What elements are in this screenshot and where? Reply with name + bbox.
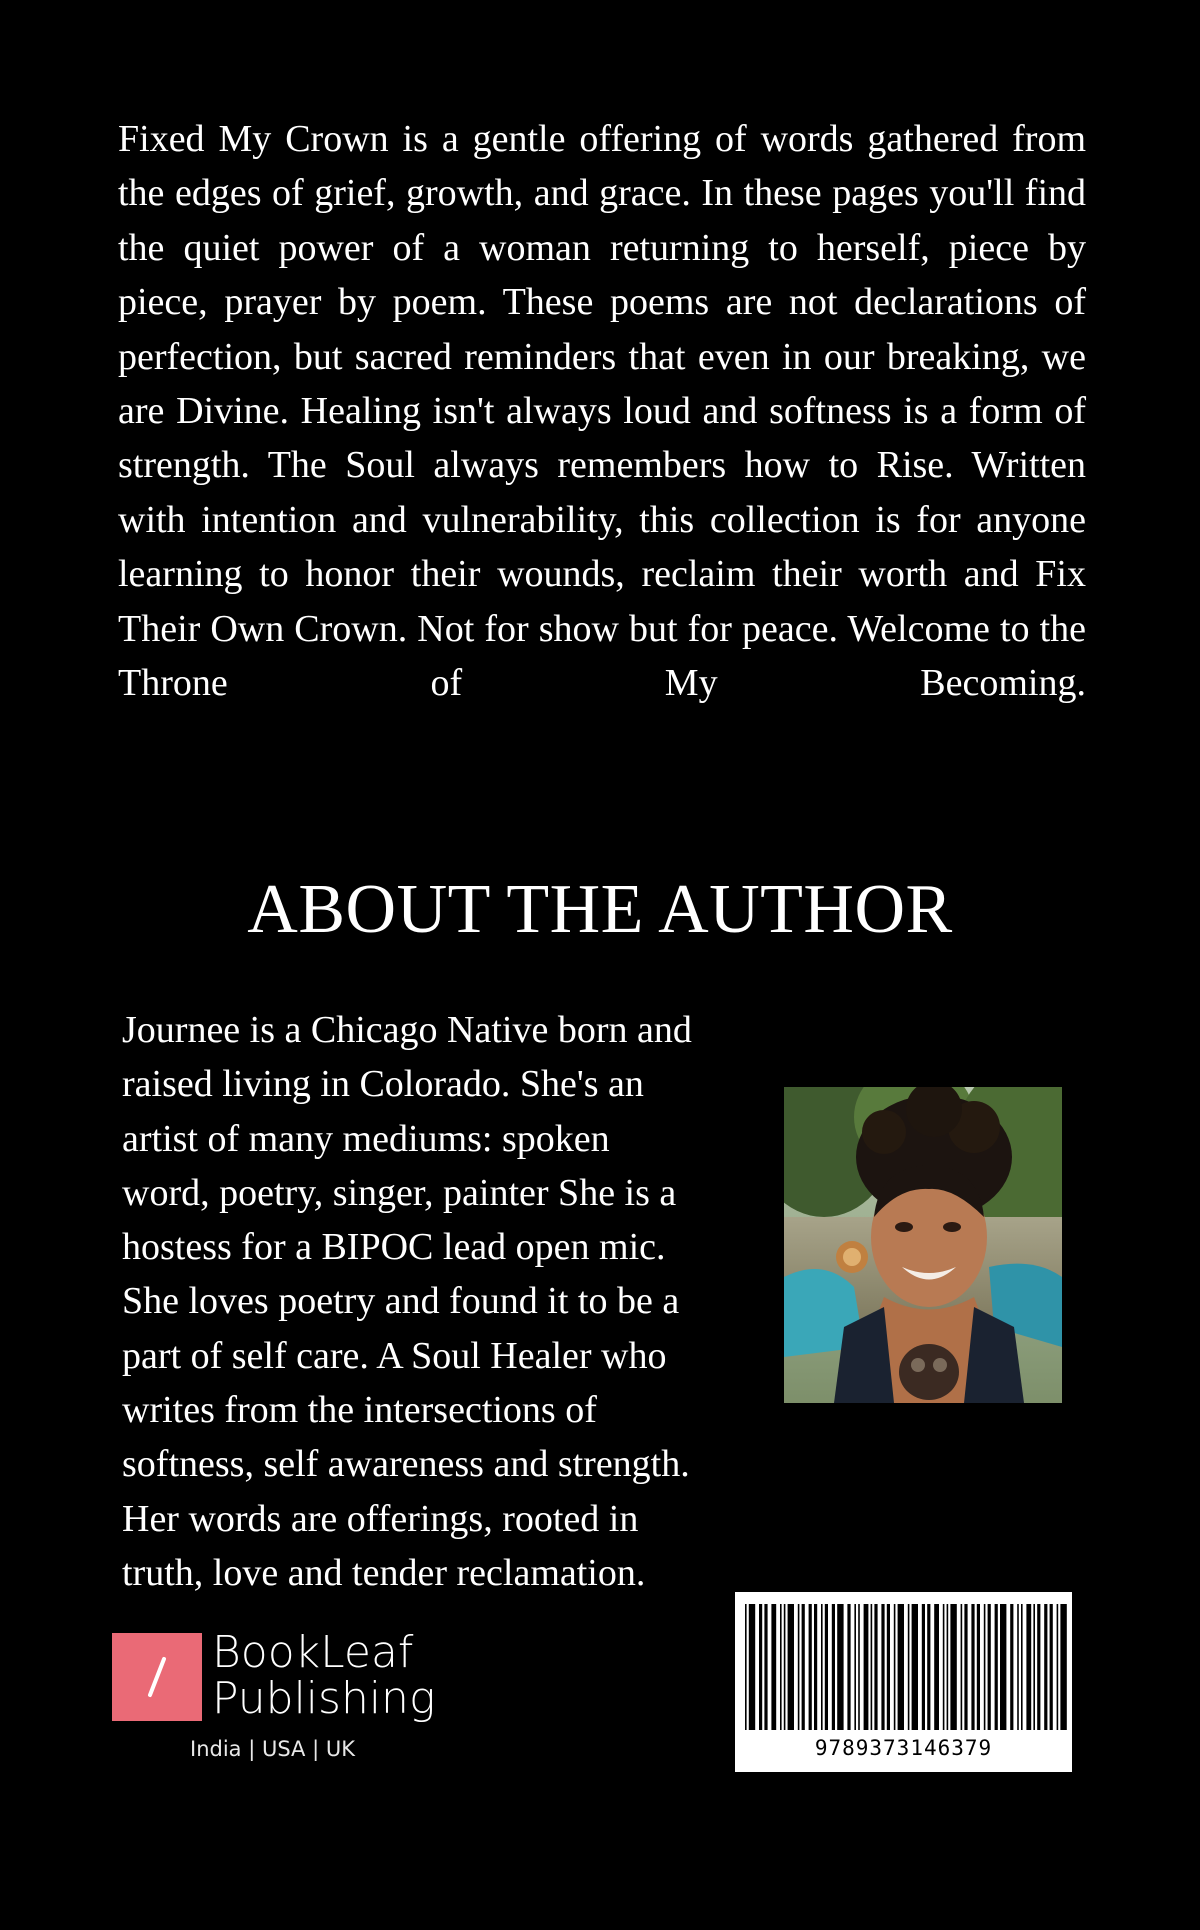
isbn-barcode <box>735 1592 1072 1772</box>
barcode-bar <box>977 1604 980 1730</box>
bio-line: She loves poetry and found it to be a <box>122 1280 680 1323</box>
barcode-bar <box>745 1604 747 1730</box>
publisher-logo <box>112 1627 512 1770</box>
barcode-bar <box>871 1604 873 1730</box>
barcode-bar <box>1044 1604 1047 1730</box>
barcode-bar <box>837 1604 843 1730</box>
barcode-bar <box>894 1604 896 1730</box>
publisher-name <box>212 1627 436 1724</box>
barcode-bar <box>788 1604 794 1730</box>
barcode-bar <box>1017 1604 1019 1730</box>
barcode-bar <box>947 1604 949 1730</box>
barcode-bar <box>858 1604 860 1730</box>
barcode-bar <box>1000 1604 1006 1730</box>
author-photo <box>784 1087 1062 1403</box>
barcode-bar <box>749 1604 755 1730</box>
barcode-bar <box>943 1604 945 1730</box>
barcode-bar <box>988 1604 991 1730</box>
barcode-bar <box>1050 1604 1053 1730</box>
barcode-bar <box>1010 1604 1013 1730</box>
barcode-bar <box>881 1604 884 1730</box>
barcode-bar <box>922 1604 925 1730</box>
slash-icon <box>112 1633 202 1721</box>
barcode-bar <box>934 1604 939 1730</box>
barcode-bar <box>1033 1604 1035 1730</box>
barcode-bar <box>1026 1604 1031 1730</box>
barcode-bar <box>1060 1604 1066 1730</box>
barcode-bar <box>847 1604 850 1730</box>
bio-line: truth, love and tender reclamation. <box>122 1551 646 1594</box>
barcode-bar <box>832 1604 835 1730</box>
bio-line: Journee is a Chicago Native born and <box>122 1009 692 1051</box>
bio-line: word, poetry, singer, painter She is a <box>122 1171 677 1214</box>
barcode-bar <box>802 1604 805 1730</box>
barcode-bar <box>1021 1604 1023 1730</box>
barcode-bar <box>912 1604 918 1730</box>
back-cover-blurb: Fixed My Crown is a gentle offering of words gathered from the edges of grief, growth, and grace. In these pages you'll find the quiet power of a woman returning to herself, piece by piece, prayer by poem. These poems are not declarations of perfection, but sacred reminders that even in our breaking, we are Divine. Healing isn't always loud and softness is a form of strength. The Soul always remembers how to Rise. Written with intention and vulnerability, this collection is for anyone learning to honor their wounds, reclaim their worth and Fix Their Own Crown. Not for show but for peace. Welcome to the Throne of My Becoming. <box>118 118 1086 705</box>
bio-line: softness, self awareness and strength. <box>122 1443 690 1486</box>
barcode-bar <box>961 1604 963 1730</box>
barcode-bar <box>780 1604 782 1730</box>
barcode-bar <box>927 1604 930 1730</box>
isbn-number: 9789373146379 <box>814 1736 993 1760</box>
barcode-bar <box>1057 1604 1059 1730</box>
publisher-name-line1: BookLeaf <box>212 1627 414 1678</box>
barcode-bar <box>971 1604 974 1730</box>
barcode-bar <box>887 1604 890 1730</box>
bio-line: Her words are offerings, rooted in <box>122 1497 639 1540</box>
bio-line: writes from the intersections of <box>122 1389 597 1432</box>
publisher-name-line2: Publishing <box>212 1673 436 1724</box>
barcode-bar <box>898 1604 904 1730</box>
barcode-bar <box>1037 1604 1040 1730</box>
publisher-regions: India | USA | UK <box>190 1737 355 1761</box>
barcode-bar <box>854 1604 856 1730</box>
barcode-bar <box>825 1604 828 1730</box>
barcode-bar <box>964 1604 967 1730</box>
barcode-bar <box>814 1604 817 1730</box>
barcode-bar <box>908 1604 910 1730</box>
barcode-bar <box>984 1604 986 1730</box>
barcode-bar <box>874 1604 877 1730</box>
barcode-bar <box>821 1604 823 1730</box>
bio-line: raised living in Colorado. She's an <box>122 1063 644 1106</box>
barcode-bar <box>784 1604 786 1730</box>
bio-line: hostess for a BIPOC lead open mic. <box>122 1226 666 1269</box>
bio-line: part of self care. A Soul Healer who <box>122 1334 667 1377</box>
barcode-bar <box>764 1604 767 1730</box>
barcode-bar <box>771 1604 776 1730</box>
author-bio <box>122 1003 762 1600</box>
barcode-bar <box>995 1604 998 1730</box>
barcode-bar <box>809 1604 812 1730</box>
barcode-bar <box>798 1604 800 1730</box>
barcode-bar <box>864 1604 869 1730</box>
barcode-bar <box>759 1604 762 1730</box>
bio-line: artist of many mediums: spoken <box>122 1117 610 1160</box>
about-the-author-heading: ABOUT THE AUTHOR <box>247 871 953 948</box>
barcode-bar <box>950 1604 956 1730</box>
